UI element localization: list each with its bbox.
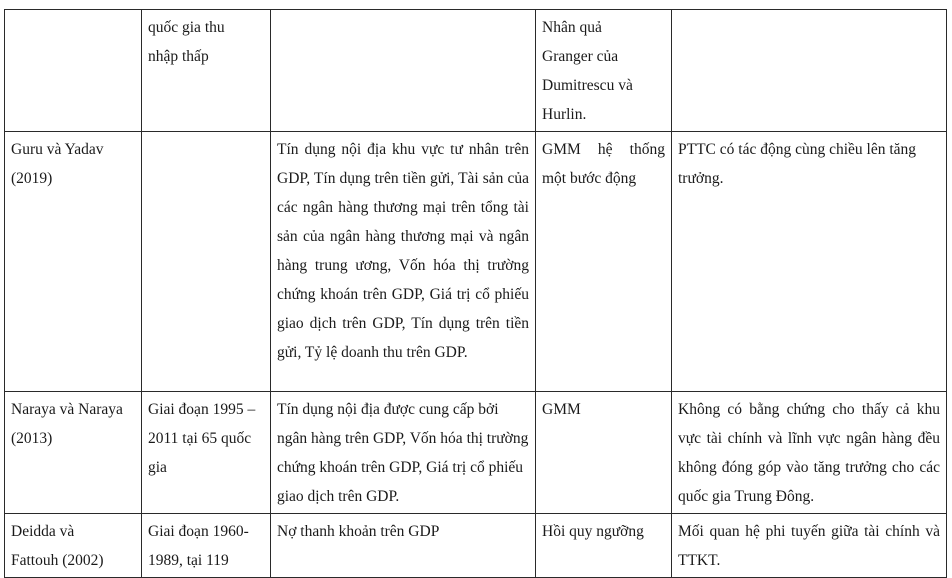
sample-cell <box>142 514 271 578</box>
result-cell <box>672 514 947 578</box>
method-cell <box>536 132 672 392</box>
variables-text: Tín dụng nội địa được cung cấp bởi ngân hàng trên GDP, Vốn hóa thị trường chứng khoán trên GDP, Giá trị cổ phiếu giao dịch trên GDP. <box>277 401 529 505</box>
result-cell <box>672 392 947 514</box>
result-text: Không có bằng chứng cho thấy cả khu vực tài chính và lĩnh vực ngân hàng đều không đóng góp vào tăng trưởng cho các quốc gia Trung Đông. <box>678 401 940 505</box>
author-cell <box>5 132 142 392</box>
method-text: Hồi quy ngưỡng <box>542 523 644 540</box>
author-text: Guru và Yadav (2019) <box>11 141 104 187</box>
literature-review-table <box>4 9 947 578</box>
table-row <box>5 392 947 514</box>
method-text: GMM <box>542 401 581 418</box>
variables-text: Tín dụng nội địa khu vực tư nhân trên GDP, Tín dụng trên tiền gửi, Tài sản của các ngân hàng thương mại trên tổng tài sản của ngân hàng thương mại và ngân hàng trung ương, Vốn hóa thị trường chứng khoán trên GDP, Giá trị cổ phiếu giao dịch trên GDP, Tín dụng trên tiền gửi, Tỷ lệ doanh thu trên GDP. <box>277 141 529 361</box>
method-text: Nhân quả Granger của Dumitrescu và Hurlin. <box>542 19 633 123</box>
method-cell <box>536 514 672 578</box>
author-text: Naraya và Naraya (2013) <box>11 401 123 447</box>
result-cell <box>672 10 947 132</box>
author-cell <box>5 392 142 514</box>
author-cell <box>5 514 142 578</box>
table-row <box>5 132 947 392</box>
sample-text: Giai đoạn 1995 – 2011 tại 65 quốc gia <box>148 401 256 476</box>
sample-cell <box>142 10 271 132</box>
table-row <box>5 514 947 578</box>
variables-cell <box>271 514 536 578</box>
sample-text: Giai đoạn 1960-1989, tại 119 <box>148 523 249 569</box>
author-cell <box>5 10 142 132</box>
table-row <box>5 10 947 132</box>
variables-text: Nợ thanh khoản trên GDP <box>277 523 440 540</box>
variables-cell <box>271 10 536 132</box>
author-text: Deidda và Fattouh (2002) <box>11 523 104 569</box>
result-cell <box>672 132 947 392</box>
variables-cell <box>271 132 536 392</box>
method-cell <box>536 392 672 514</box>
sample-cell <box>142 392 271 514</box>
sample-cell <box>142 132 271 392</box>
result-text: PTTC có tác động cùng chiều lên tăng trưởng. <box>678 141 917 187</box>
result-text: Mối quan hệ phi tuyến giữa tài chính và TTKT. <box>678 523 940 569</box>
sample-text: quốc gia thu nhập thấp <box>148 19 225 65</box>
method-cell <box>536 10 672 132</box>
method-text: GMM hệ thống một bước động <box>542 141 665 187</box>
variables-cell <box>271 392 536 514</box>
